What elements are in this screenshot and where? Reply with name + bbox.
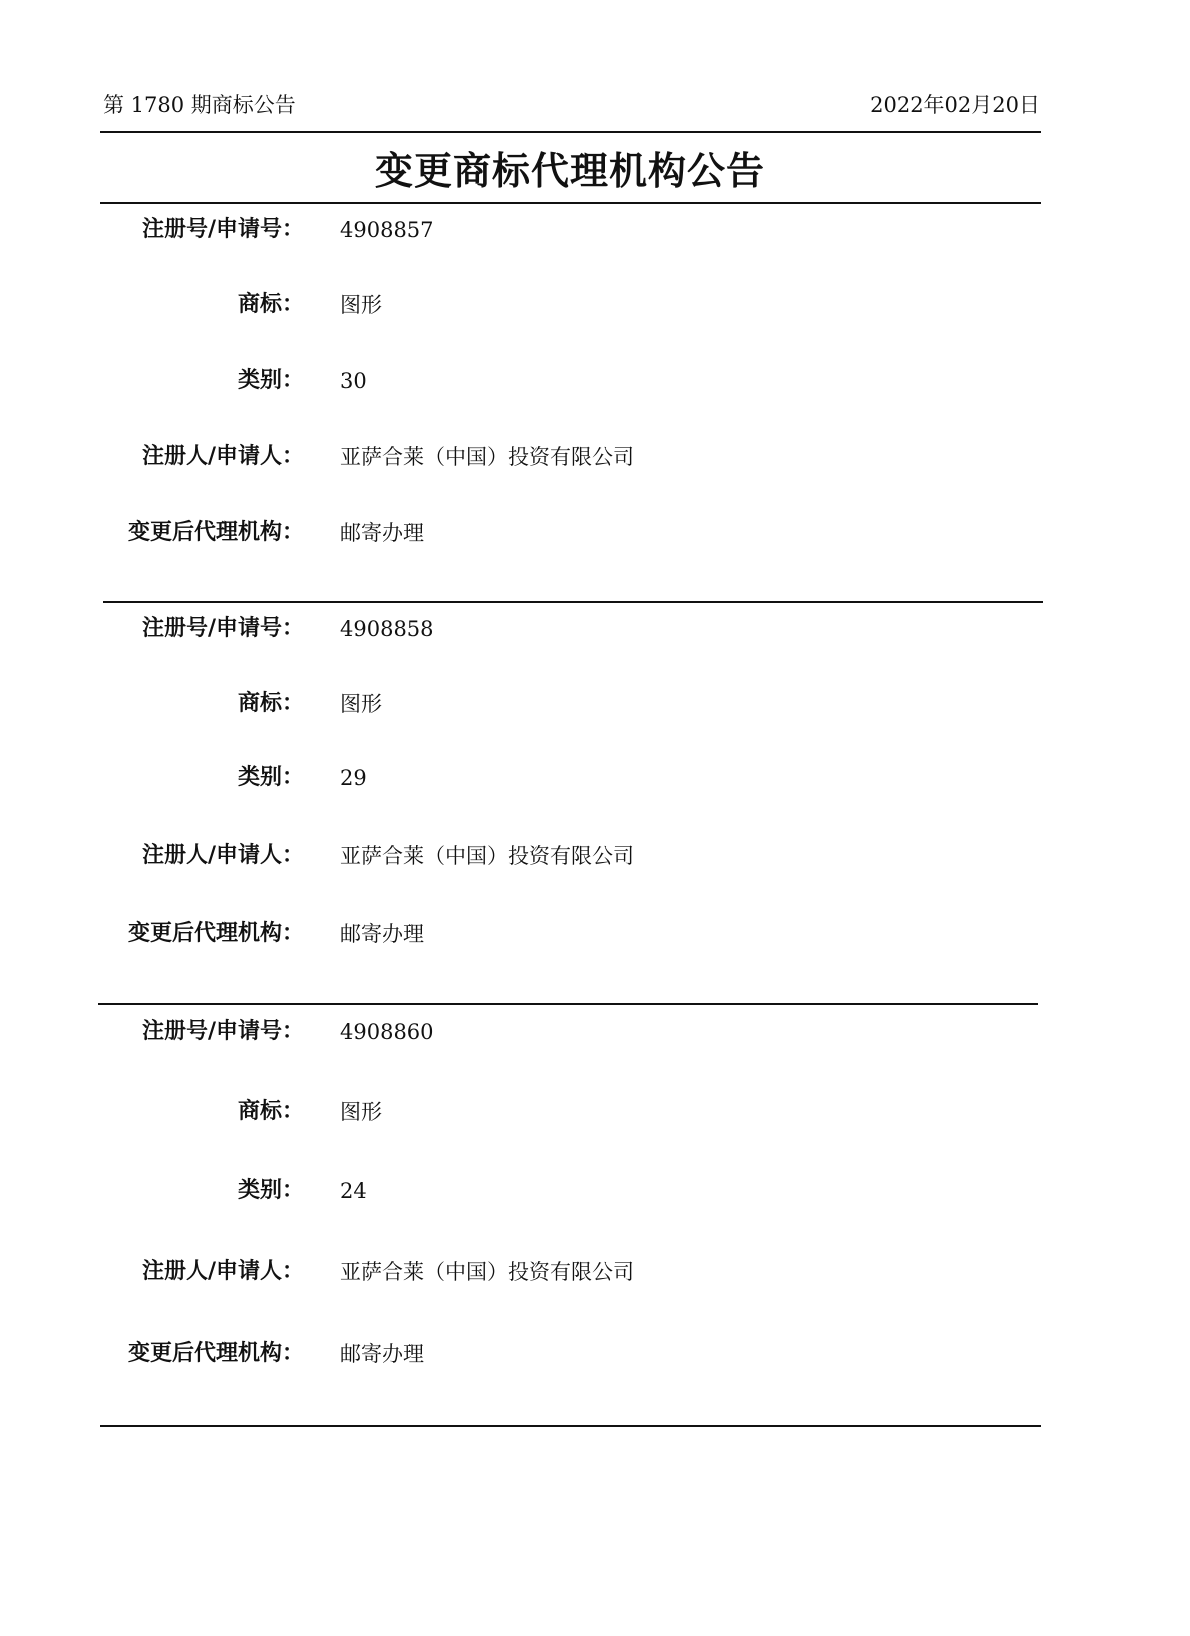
registrant-label: 注册人/申请人： — [141, 444, 304, 469]
mark-value: 图形 — [340, 293, 382, 317]
registrant-value: 亚萨合莱（中国）投资有限公司 — [340, 445, 634, 469]
class-label: 类别： — [237, 765, 304, 790]
class-value: 29 — [340, 766, 367, 790]
registrant-label: 注册人/申请人： — [141, 843, 304, 868]
reg-no-value: 4908858 — [340, 617, 434, 641]
entry-divider — [103, 601, 1043, 603]
reg-no-value: 4908860 — [340, 1020, 434, 1044]
class-value: 24 — [340, 1179, 367, 1203]
class-label: 类别： — [237, 368, 304, 393]
reg-no-label: 注册号/申请号： — [141, 1019, 304, 1044]
agent-row — [0, 919, 1190, 949]
title-divider — [100, 202, 1041, 204]
registrant-value: 亚萨合莱（中国）投资有限公司 — [340, 1260, 634, 1284]
footer-divider — [100, 1425, 1041, 1427]
page-title: 变更商标代理机构公告 — [374, 149, 765, 193]
agent-value: 邮寄办理 — [340, 521, 424, 545]
agent-row — [0, 1339, 1190, 1369]
registrant-row — [0, 442, 1190, 472]
class-row — [0, 763, 1190, 793]
agent-row — [0, 518, 1190, 548]
mark-row — [0, 290, 1190, 320]
issue-number: 第 1780 期商标公告 — [103, 93, 296, 117]
registrant-value: 亚萨合莱（中国）投资有限公司 — [340, 844, 634, 868]
publication-date: 2022年02月20日 — [870, 93, 1040, 117]
registrant-row — [0, 841, 1190, 871]
header-divider — [100, 131, 1041, 133]
agent-label: 变更后代理机构： — [127, 520, 304, 545]
reg-no-row — [0, 215, 1190, 245]
registrant-row — [0, 1257, 1190, 1287]
reg-no-row — [0, 1017, 1190, 1047]
agent-label: 变更后代理机构： — [127, 1341, 304, 1366]
mark-label: 商标： — [237, 1099, 304, 1124]
mark-value: 图形 — [340, 1100, 382, 1124]
class-label: 类别： — [237, 1178, 304, 1203]
registrant-label: 注册人/申请人： — [141, 1259, 304, 1284]
reg-no-label: 注册号/申请号： — [141, 616, 304, 641]
reg-no-label: 注册号/申请号： — [141, 217, 304, 242]
class-value: 30 — [340, 369, 367, 393]
mark-label: 商标： — [237, 292, 304, 317]
mark-row — [0, 689, 1190, 719]
agent-value: 邮寄办理 — [340, 922, 424, 946]
mark-label: 商标： — [237, 691, 304, 716]
class-row — [0, 366, 1190, 396]
class-row — [0, 1176, 1190, 1206]
mark-value: 图形 — [340, 692, 382, 716]
mark-row — [0, 1097, 1190, 1127]
agent-value: 邮寄办理 — [340, 1342, 424, 1366]
agent-label: 变更后代理机构： — [127, 921, 304, 946]
reg-no-value: 4908857 — [340, 218, 434, 242]
reg-no-row — [0, 614, 1190, 644]
entry-divider — [98, 1003, 1038, 1005]
